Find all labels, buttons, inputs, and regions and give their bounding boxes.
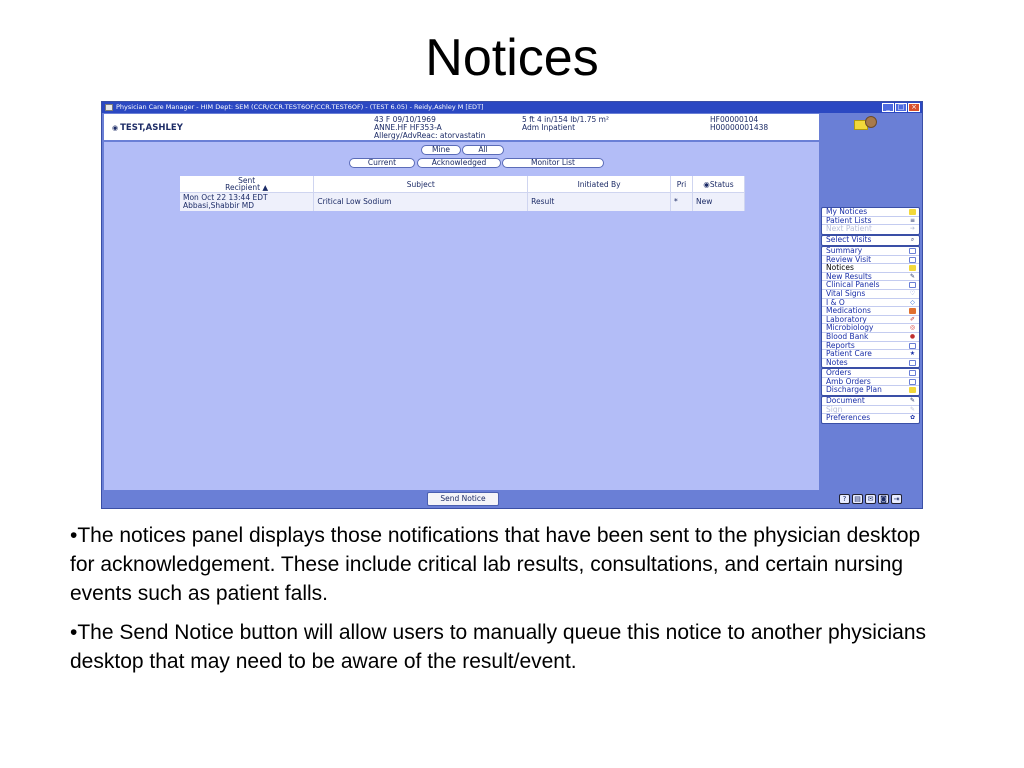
nav-group-orders bbox=[821, 368, 920, 396]
sidebar-item-preferences[interactable] bbox=[822, 414, 919, 423]
notices-folder-icon bbox=[909, 265, 916, 271]
panels-icon bbox=[909, 282, 916, 288]
table-header-row bbox=[180, 176, 745, 193]
notes-icon bbox=[909, 360, 916, 366]
sidebar-item-label: Discharge Plan bbox=[826, 385, 882, 395]
patient-account-number: HF00000104 bbox=[710, 115, 759, 124]
banner-icon-area bbox=[821, 114, 922, 141]
patient-vitals bbox=[522, 116, 609, 132]
close-button[interactable]: × bbox=[908, 103, 920, 112]
sidebar-item-next-patient[interactable] bbox=[822, 225, 919, 234]
amb-orders-icon bbox=[909, 379, 916, 385]
sidebar-item-select-visits[interactable] bbox=[822, 236, 919, 245]
sent-recipient-cell bbox=[180, 193, 314, 212]
results-icon: ✎ bbox=[909, 272, 916, 280]
sidebar-item-label: Document bbox=[826, 396, 865, 405]
summary-icon bbox=[909, 248, 916, 254]
patient-name[interactable] bbox=[112, 123, 183, 133]
all-filter-button[interactable]: All bbox=[462, 145, 504, 155]
send-notice-button[interactable]: Send Notice bbox=[427, 492, 499, 506]
help-icon[interactable]: ? bbox=[839, 494, 850, 504]
test-tube-icon: ✐ bbox=[909, 315, 916, 323]
patient-allergy: Allergy/AdvReac: atorvastatin bbox=[374, 131, 486, 140]
nav-group-chart bbox=[821, 246, 920, 368]
monitor-list-tab[interactable]: Monitor List bbox=[502, 158, 604, 168]
notices-table bbox=[180, 176, 745, 211]
vitals-icon: ♡ bbox=[909, 289, 916, 297]
sidebar-item-label: Laboratory bbox=[826, 314, 867, 324]
app-icon bbox=[105, 104, 113, 111]
recipient-header: Recipient bbox=[225, 183, 261, 192]
next-arrow-icon: ➔ bbox=[909, 225, 916, 233]
window-titlebar[interactable] bbox=[102, 102, 922, 113]
sidebar-item-label: Medications bbox=[826, 306, 871, 316]
recipient-name: Abbasi,Shabbir MD bbox=[183, 201, 255, 210]
sidebar-item-discharge-plan[interactable] bbox=[822, 386, 919, 395]
discharge-icon bbox=[909, 387, 916, 393]
sidebar-item-label: Patient Lists bbox=[826, 215, 872, 225]
sidebar-item-notes[interactable] bbox=[822, 359, 919, 368]
initiated-by-cell: Result bbox=[528, 193, 671, 212]
app-window bbox=[101, 101, 923, 509]
exit-icon[interactable]: ⇥ bbox=[891, 494, 902, 504]
initiated-by-column-header[interactable]: Initiated By bbox=[528, 176, 671, 193]
status-header-label: Status bbox=[709, 179, 734, 189]
mine-filter-button[interactable]: Mine bbox=[421, 145, 461, 155]
footer-toolbar bbox=[839, 494, 902, 504]
patient-name-text: TEST,ASHLEY bbox=[120, 123, 183, 133]
blood-drop-icon: ● bbox=[909, 332, 916, 340]
mail-icon[interactable]: ✉ bbox=[865, 494, 876, 504]
report-icon bbox=[909, 343, 916, 349]
sidebar-item-label: Amb Orders bbox=[826, 376, 871, 386]
notices-panel bbox=[104, 142, 819, 490]
slide-bullets bbox=[70, 521, 930, 686]
orders-icon bbox=[909, 370, 916, 376]
magnifier-icon: ⌕ bbox=[910, 236, 915, 243]
list-icon: ≡ bbox=[909, 216, 916, 224]
pen-icon: ✎ bbox=[909, 397, 916, 404]
nav-group-document bbox=[821, 396, 920, 424]
subject-column-header[interactable]: Subject bbox=[314, 176, 528, 193]
sidebar-item-label: Preferences bbox=[826, 413, 871, 423]
nav-group-lists bbox=[821, 207, 920, 235]
print-icon[interactable]: ▤ bbox=[852, 494, 863, 504]
sidebar-item-label: Reports bbox=[826, 340, 855, 350]
bullet-send-notice: •The Send Notice button will allow users to manually queue this notice to another physicians desktop that may need to be aware of the result/event. bbox=[70, 621, 926, 673]
patient-ids bbox=[710, 116, 768, 132]
sidebar-item-label: I & O bbox=[826, 297, 845, 307]
sidebar-item-label: My Notices bbox=[826, 207, 868, 216]
sent-date: Mon Oct 22 13:44 EDT bbox=[183, 193, 268, 202]
patient-location: ANNE.HF HF353-A bbox=[374, 123, 442, 132]
patient-age-sex-dob: 43 F 09/10/1969 bbox=[374, 115, 436, 124]
sidebar-item-label: Vital Signs bbox=[826, 288, 866, 298]
review-icon bbox=[909, 257, 916, 263]
notice-folder-icon bbox=[909, 209, 916, 215]
drop-icon: ◇ bbox=[910, 298, 915, 306]
maximize-button[interactable]: □ bbox=[895, 103, 907, 112]
person-icon[interactable] bbox=[865, 116, 877, 128]
status-column-header[interactable] bbox=[692, 176, 744, 193]
sent-header: Sent bbox=[238, 176, 256, 185]
sidebar-item-label: Orders bbox=[826, 368, 852, 377]
bullet-notices-panel: •The notices panel displays those notifications that have been sent to the physician desktop for acknowledgement. These include critical lab results, consultations, and certain nursing events such as patient falls. bbox=[70, 524, 921, 605]
sidebar-item-label: Notices bbox=[826, 263, 854, 273]
minimize-button[interactable]: _ bbox=[882, 103, 894, 112]
acknowledged-tab[interactable]: Acknowledged bbox=[417, 158, 501, 168]
sidebar-item-label: Next Patient bbox=[826, 224, 872, 234]
patient-admission-type: Adm Inpatient bbox=[522, 123, 576, 132]
sidebar-item-label: New Results bbox=[826, 271, 872, 281]
sidebar-item-label: Blood Bank bbox=[826, 331, 869, 341]
priority-cell: * bbox=[671, 193, 693, 212]
sidebar-item-label: Notes bbox=[826, 357, 848, 367]
sidebar-item-label: Select Visits bbox=[826, 235, 872, 244]
sidebar-item-label: Summary bbox=[826, 246, 863, 255]
window-controls bbox=[882, 103, 920, 112]
patient-status-icon: ◉ bbox=[112, 124, 119, 132]
sidebar-item-label: Patient Care bbox=[826, 349, 872, 359]
patient-demographics bbox=[374, 116, 485, 140]
nav-group-visits bbox=[821, 235, 920, 246]
petri-dish-icon: ◎ bbox=[909, 324, 916, 332]
sidebar-item-label: Sign bbox=[826, 404, 843, 414]
footer-bar bbox=[104, 490, 922, 508]
patient-banner bbox=[104, 114, 819, 141]
patient-height-weight: 5 ft 4 in/154 lb/1.75 m² bbox=[522, 115, 609, 124]
window-title: Physician Care Manager - HIM Dept: SEM (CCR/CCR.TEST6OF/CCR.TEST6OF) - (TEST 6.05) - Reidy,Ashley M [EDT] bbox=[116, 103, 484, 111]
table-row[interactable] bbox=[180, 193, 745, 212]
subject-cell: Critical Low Sodium bbox=[314, 193, 528, 212]
sidebar-item-label: Review Visit bbox=[826, 254, 872, 264]
sort-ascending-icon: ▲ bbox=[262, 183, 269, 192]
slide-title: Notices bbox=[425, 29, 599, 87]
sidebar-item-label: Clinical Panels bbox=[826, 280, 880, 290]
patient-unit-number: H00000001438 bbox=[710, 123, 769, 132]
camera-icon[interactable]: ◙ bbox=[878, 494, 889, 504]
sign-pen-icon: ✎ bbox=[909, 405, 916, 413]
medication-icon bbox=[909, 308, 916, 314]
status-cell: New bbox=[692, 193, 744, 212]
status-indicator-icon: ◉ bbox=[703, 179, 710, 189]
gear-icon: ✿ bbox=[909, 414, 916, 422]
current-tab[interactable]: Current bbox=[349, 158, 415, 168]
sidebar-item-label: Microbiology bbox=[826, 323, 874, 333]
star-icon: ★ bbox=[909, 350, 916, 358]
sent-recipient-column-header[interactable] bbox=[180, 176, 314, 193]
priority-column-header[interactable]: Pri bbox=[671, 176, 693, 193]
navigation-sidebar bbox=[821, 142, 922, 490]
